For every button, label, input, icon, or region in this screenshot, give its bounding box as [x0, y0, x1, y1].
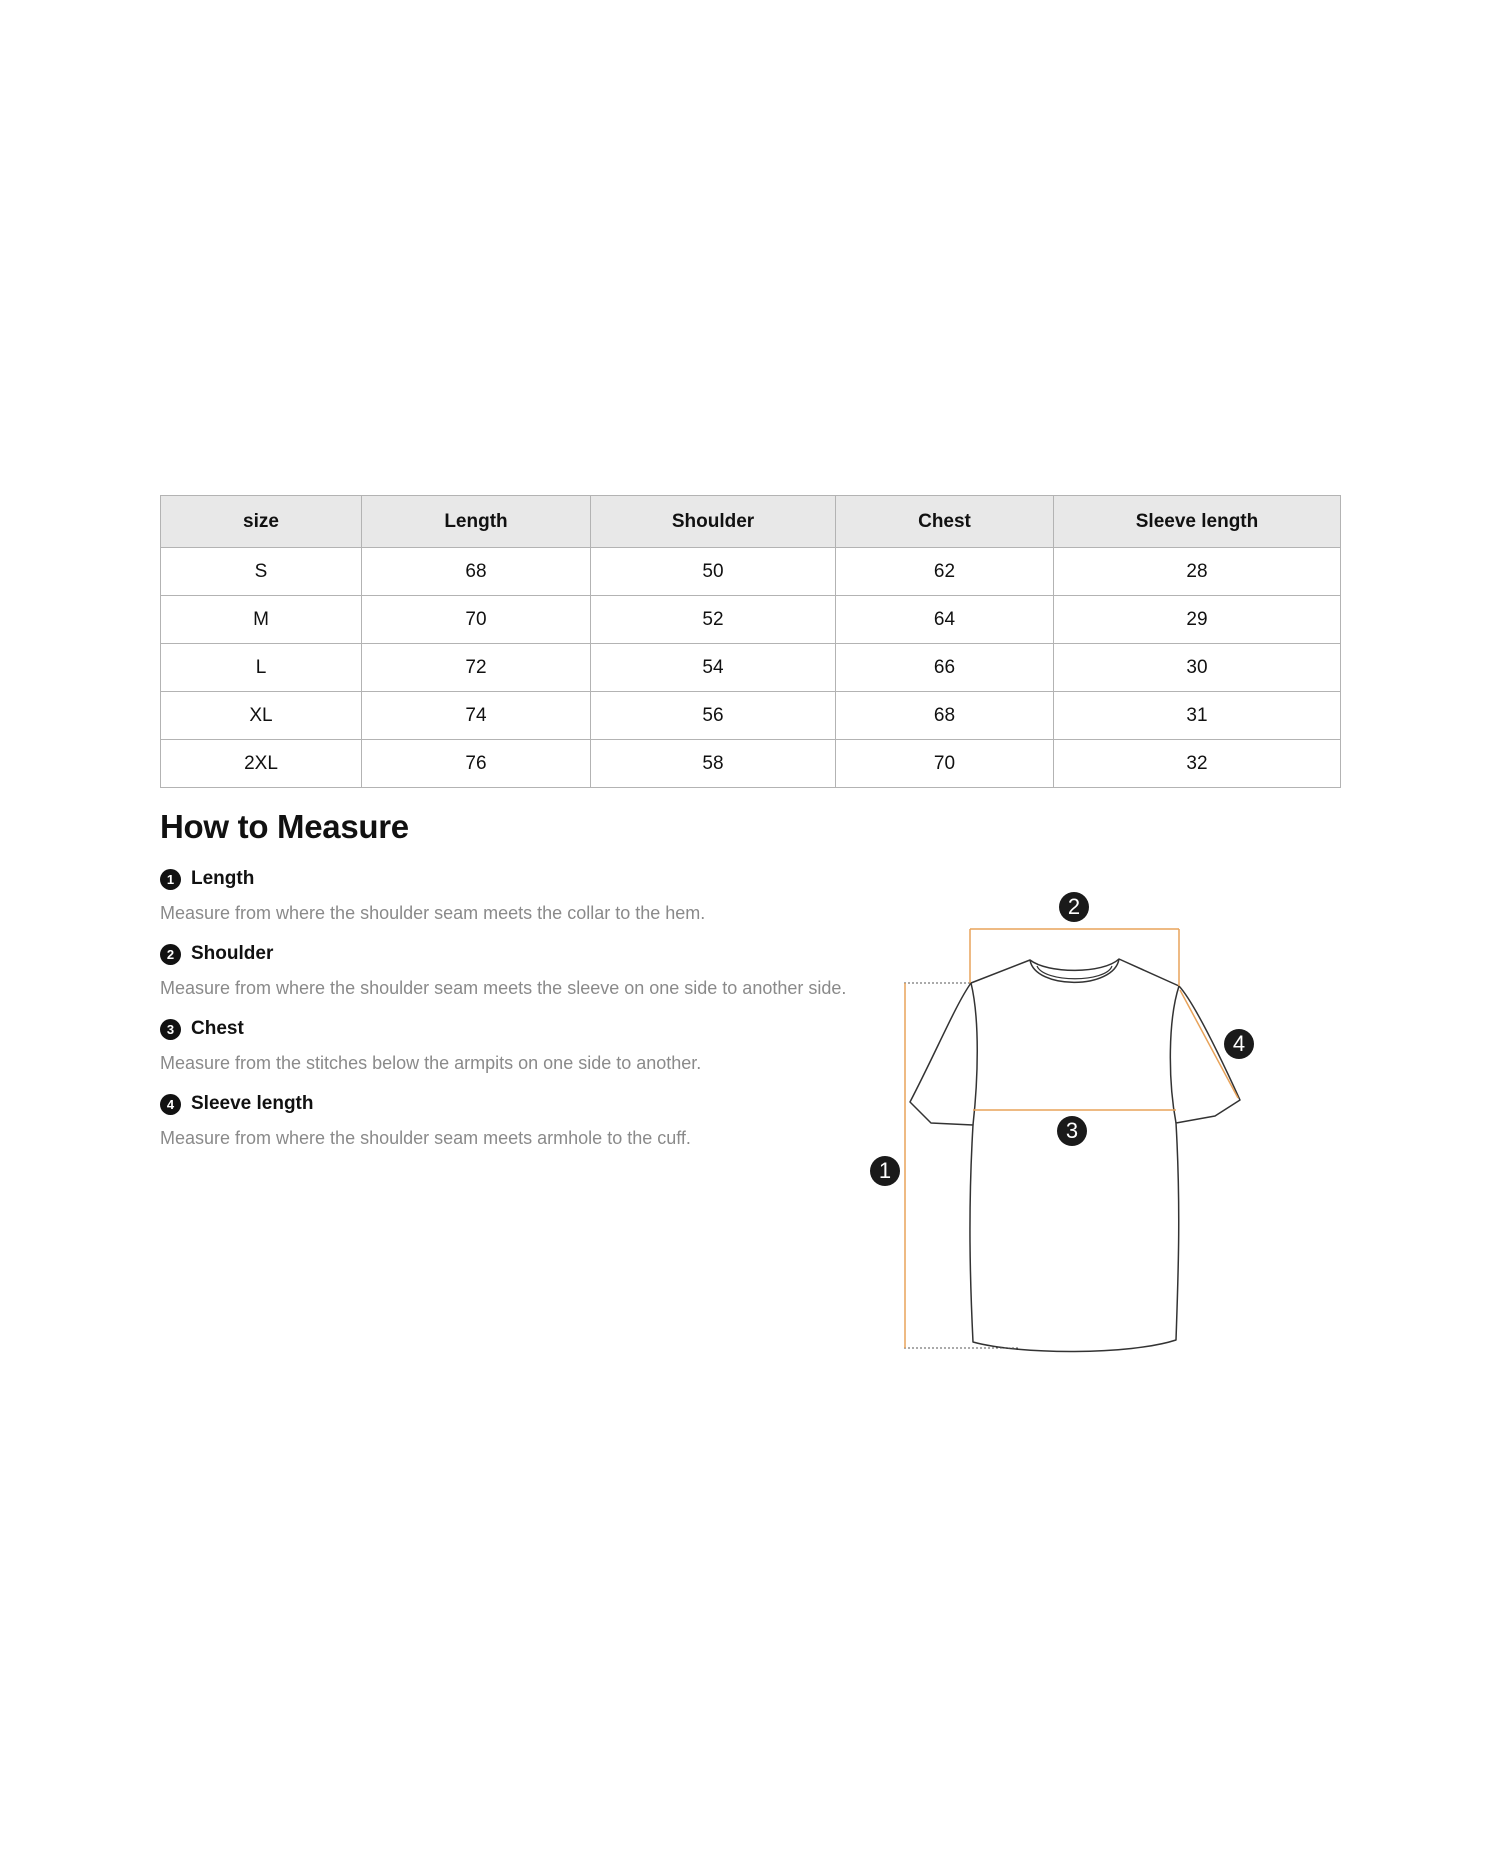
instruction-heading [160, 941, 920, 967]
size-cell: M [161, 596, 362, 644]
instruction-heading [160, 1091, 920, 1117]
marker-1-icon: 1 [870, 1156, 900, 1186]
table-header-row [161, 496, 1341, 548]
marker-3-icon: 3 [1057, 1116, 1087, 1146]
size-cell: 2XL [161, 740, 362, 788]
instruction-chest [160, 1016, 920, 1074]
how-to-measure-title: How to Measure [160, 808, 409, 845]
shoulder-cell: 54 [591, 644, 836, 692]
chest-cell: 68 [836, 692, 1054, 740]
chest-cell: 66 [836, 644, 1054, 692]
number-3-badge-icon: 3 [160, 1019, 181, 1040]
instruction-description: Measure from where the shoulder seam meets armhole to the cuff. [160, 1128, 691, 1148]
column-header-shoulder: Shoulder [591, 496, 836, 548]
chest-cell: 62 [836, 548, 1054, 596]
column-header-size: size [161, 496, 362, 548]
number-4-badge-icon: 4 [160, 1094, 181, 1115]
instruction-label: Length [191, 868, 255, 889]
shoulder-cell: 56 [591, 692, 836, 740]
tshirt-body-outline [910, 959, 1240, 1352]
size-cell: L [161, 644, 362, 692]
instruction-description: Measure from the stitches below the armpits on one side to another. [160, 1053, 702, 1073]
length-cell: 68 [362, 548, 591, 596]
instruction-description: Measure from where the shoulder seam meets the collar to the hem. [160, 903, 706, 923]
size-cell: XL [161, 692, 362, 740]
instruction-shoulder [160, 941, 920, 999]
shoulder-cell: 58 [591, 740, 836, 788]
length-cell: 72 [362, 644, 591, 692]
marker-2-icon: 2 [1059, 892, 1089, 922]
length-cell: 70 [362, 596, 591, 644]
instruction-heading [160, 1016, 920, 1042]
table-row [161, 596, 1341, 644]
instruction-sleeve-length [160, 1091, 920, 1149]
sleeve-length-cell: 29 [1054, 596, 1341, 644]
number-1-badge-icon: 1 [160, 869, 181, 890]
sleeve-length-cell: 31 [1054, 692, 1341, 740]
size-cell: S [161, 548, 362, 596]
column-header-chest: Chest [836, 496, 1054, 548]
chest-cell: 64 [836, 596, 1054, 644]
length-cell: 74 [362, 692, 591, 740]
instruction-label: Shoulder [191, 943, 274, 964]
sleeve-length-cell: 32 [1054, 740, 1341, 788]
chest-cell: 70 [836, 740, 1054, 788]
instruction-heading [160, 866, 920, 892]
table-row [161, 548, 1341, 596]
table-row [161, 644, 1341, 692]
instruction-length [160, 866, 920, 924]
tshirt-measurement-diagram [860, 880, 1280, 1360]
marker-4-icon: 4 [1224, 1029, 1254, 1059]
column-header-sleeve-length: Sleeve length [1054, 496, 1341, 548]
length-cell: 76 [362, 740, 591, 788]
table-row [161, 692, 1341, 740]
shoulder-cell: 50 [591, 548, 836, 596]
instruction-label: Chest [191, 1018, 244, 1039]
instruction-description: Measure from where the shoulder seam meets the sleeve on one side to another side. [160, 978, 847, 998]
size-chart-table [160, 495, 1341, 788]
sleeve-length-cell: 28 [1054, 548, 1341, 596]
instruction-label: Sleeve length [191, 1093, 314, 1114]
column-header-length: Length [362, 496, 591, 548]
number-2-badge-icon: 2 [160, 944, 181, 965]
table-row [161, 740, 1341, 788]
sleeve-length-cell: 30 [1054, 644, 1341, 692]
shoulder-cell: 52 [591, 596, 836, 644]
